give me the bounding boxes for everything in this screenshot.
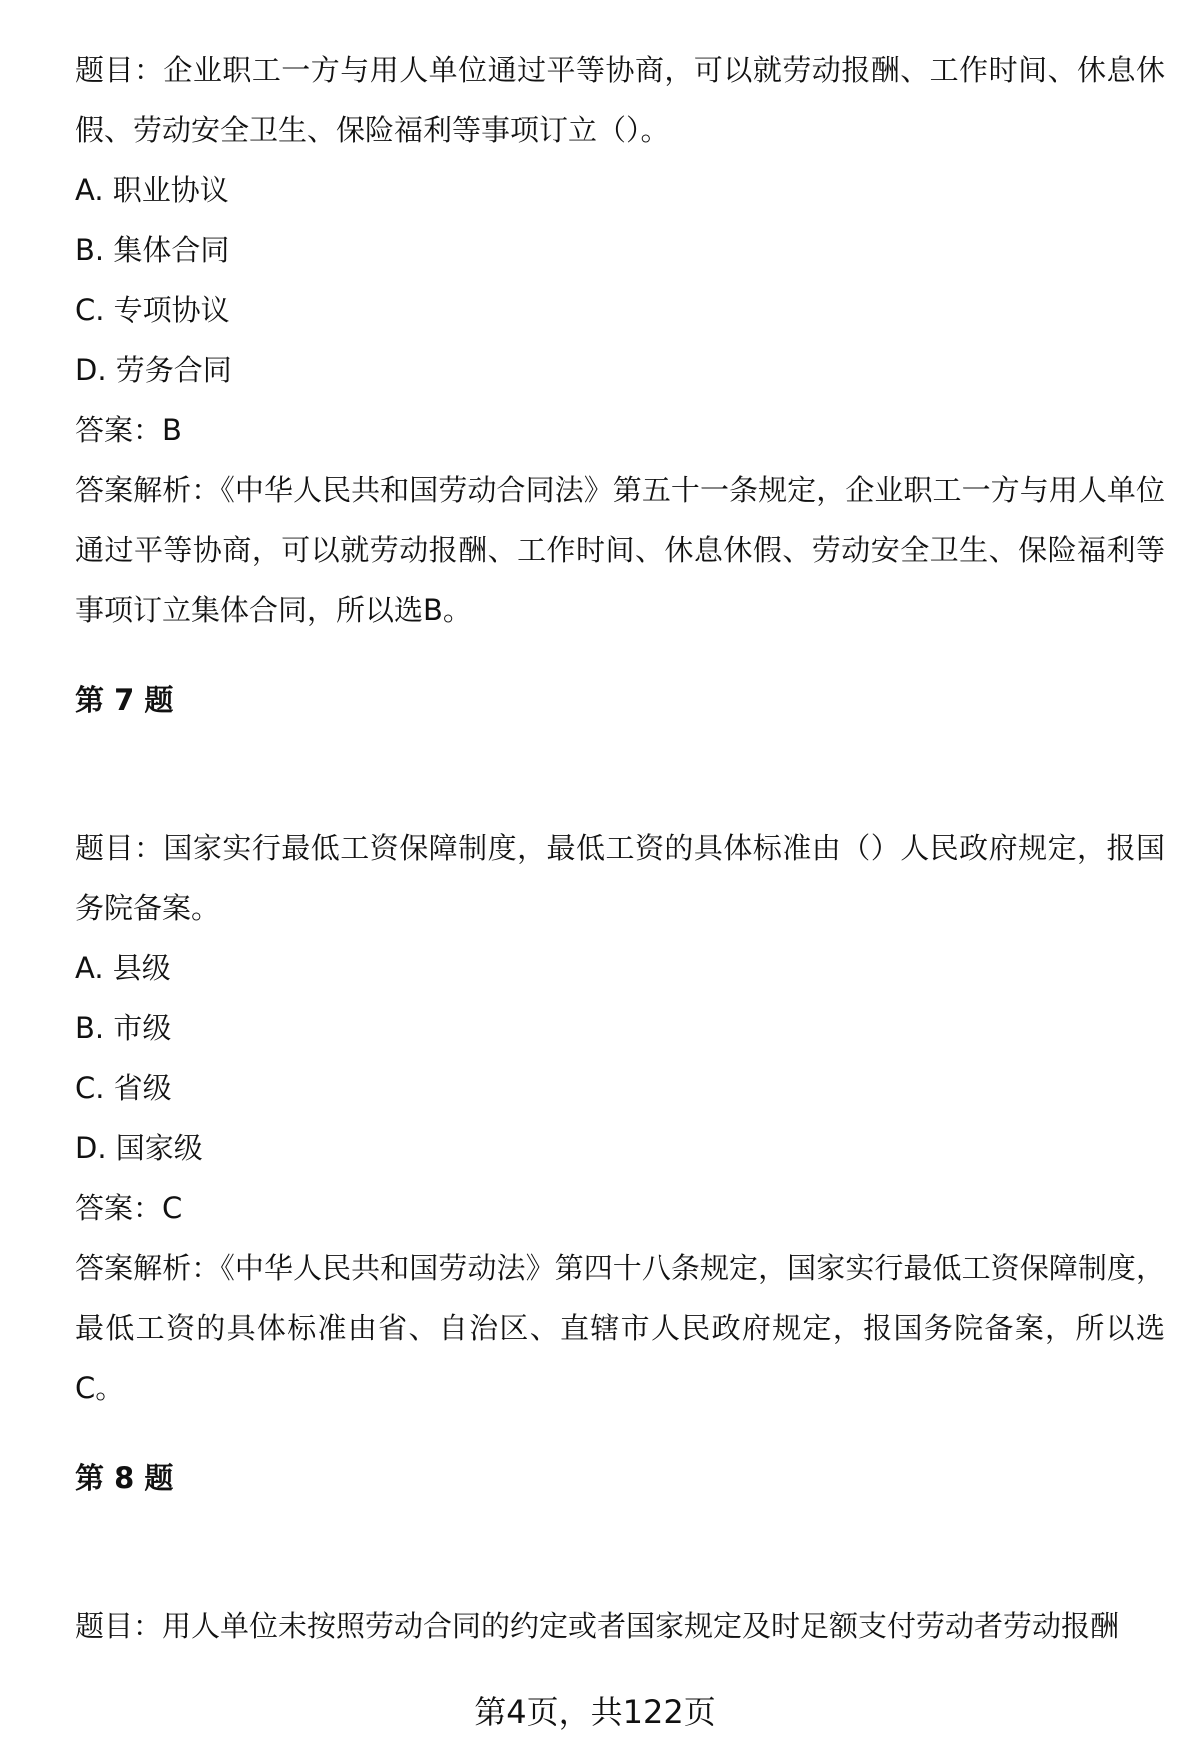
question-6-option-b: B. 集体合同 xyxy=(75,233,230,267)
question-8-heading: 第 8 题 xyxy=(75,1461,174,1495)
question-7-text: 题目：国家实行最低工资保障制度，最低工资的具体标准由（）人民政府规定，报国务院备案。 xyxy=(75,831,1165,925)
question-8-text: 题目：用人单位未按照劳动合同的约定或者国家规定及时足额支付劳动者劳动报酬 xyxy=(75,1609,1120,1643)
question-6-text: 题目：企业职工一方与用人单位通过平等协商，可以就劳动报酬、工作时间、休息休假、劳动安全卫生、保险福利等事项订立（）。 xyxy=(75,53,1165,147)
page-number-footer: 第4页，共122页 xyxy=(474,1693,716,1731)
question-7-option-d: D. 国家级 xyxy=(75,1131,203,1165)
spacer xyxy=(75,730,1165,818)
spacer xyxy=(75,1418,1165,1448)
spacer xyxy=(75,640,1165,670)
question-6-option-a: A. 职业协议 xyxy=(75,173,229,207)
question-7-option-a: A. 县级 xyxy=(75,951,171,985)
question-6-option-d: D. 劳务合同 xyxy=(75,353,232,387)
spacer xyxy=(75,1508,1165,1596)
page-content xyxy=(75,40,1165,1656)
question-6-option-c: C. 专项协议 xyxy=(75,293,230,327)
question-7-analysis: 答案解析：《中华人民共和国劳动法》第四十八条规定，国家实行最低工资保障制度，最低工资的具体标准由省、自治区、直辖市人民政府规定，报国务院备案，所以选C。 xyxy=(75,1251,1165,1405)
question-6-analysis: 答案解析：《中华人民共和国劳动合同法》第五十一条规定，企业职工一方与用人单位通过平等协商，可以就劳动报酬、工作时间、休息休假、劳动安全卫生、保险福利等事项订立集体合同，所以选B。 xyxy=(75,473,1165,627)
question-7-answer: 答案：C xyxy=(75,1191,183,1225)
question-7-option-c: C. 省级 xyxy=(75,1071,172,1105)
question-7-heading: 第 7 题 xyxy=(75,683,174,717)
question-6-answer: 答案：B xyxy=(75,413,182,447)
question-7-option-b: B. 市级 xyxy=(75,1011,172,1045)
